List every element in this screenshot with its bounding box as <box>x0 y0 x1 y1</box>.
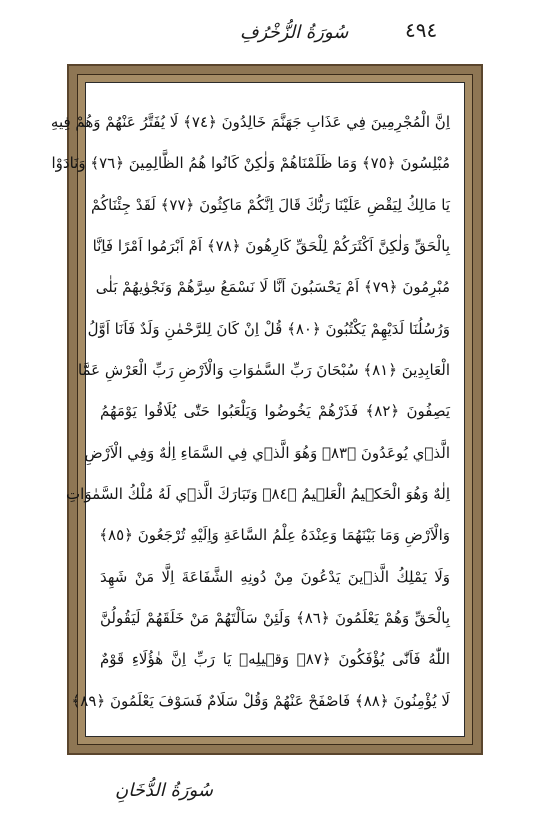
verse-line: يَا مَالِكُ لِيَقْضِ عَلَيْنَا رَبُّكَ قَالَ اِنَّكُمْ مَاكِثُونَ ﴿٧٧﴾ لَقَدْ جِئْنَاكُمْ <box>91 195 450 214</box>
verse-line: وَرُسُلُنَا لَدَيْهِمْ يَكْتُبُونَ ﴿٨٠﴾ قُلْ اِنْ كَانَ لِلرَّحْمٰنِ وَلَدٌ فَاَنَا اَوَّلُ <box>87 319 450 338</box>
verse-line: وَالْاَرْضِ وَمَا بَيْنَهُمَا وَعِنْدَهُ عِلْمُ السَّاعَةِ وَاِلَيْهِ تُرْجَعُونَ ﴿٨٥﴾ <box>99 526 450 545</box>
verse-line: لَا يُؤْمِنُونَ ﴿٨٨﴾ فَاصْفَحْ عَنْهُمْ وَقُلْ سَلَامٌ فَسَوْفَ يَعْلَمُونَ ﴿٨٩﴾ <box>71 691 450 710</box>
text-panel <box>50 82 465 737</box>
verse-line: وَلَا يَمْلِكُ الَّذٖينَ يَدْعُونَ مِنْ دُونِهِ الشَّفَاعَةَ اِلَّا مَنْ شَهِدَ <box>100 567 450 586</box>
verse-line: مُبْلِسُونَ ﴿٧٥﴾ وَمَا ظَلَمْنَاهُمْ وَلٰكِنْ كَانُوا هُمُ الظَّالِمِينَ ﴿٧٦﴾ وَنَادَوْا <box>51 154 450 173</box>
verse-line: مُبْرِمُونَ ﴿٧٩﴾ اَمْ يَحْسَبُونَ اَنَّا لَا نَسْمَعُ سِرَّهُمْ وَنَجْوٰيهُمْ بَلٰى <box>95 278 450 297</box>
verse-line: اللّٰهُ فَاَنّٰى يُؤْفَكُونَ ﴿٨٧﴾ وَقٖيلِهٖ يَا رَبِّ اِنَّ هٰؤُلَاءِ قَوْمٌ <box>100 650 451 669</box>
verse-line: الْعَابِدِينَ ﴿٨١﴾ سُبْحَانَ رَبِّ السَّمٰوَاتِ وَالْاَرْضِ رَبِّ الْعَرْشِ عَمَّا <box>77 361 450 380</box>
ornamental-frame <box>50 64 483 755</box>
verse-line: يَصِفُونَ ﴿٨٢﴾ فَذَرْهُمْ يَخُوضُوا وَيَلْعَبُوا حَتّٰى يُلَاقُوا يَوْمَهُمُ <box>100 402 450 421</box>
surah-title: سُورَةُ الزُّخْرُفِ <box>240 22 349 43</box>
verse-line: بِالْحَقِّ وَلٰكِنَّ اَكْثَرَكُمْ لِلْحَقِّ كَارِهُونَ ﴿٧٨﴾ اَمْ اَبْرَمُوا اَمْرًا فَاِنَّا <box>92 237 450 256</box>
verse-line: اِلٰهٌ وَهُوَ الْحَكٖيمُ الْعَلٖيمُ ﴿٨٤﴾ وَتَبَارَكَ الَّذٖي لَهُ مُلْكُ السَّمٰوَاتِ <box>66 485 450 504</box>
page-header <box>0 0 550 60</box>
verse-line: اِنَّ الْمُجْرِمِينَ فِي عَذَابِ جَهَنَّمَ خَالِدُونَ ﴿٧٤﴾ لَا يُفَتَّرُ عَنْهُمْ وَهُمْ فِيهِ <box>50 113 450 131</box>
page-number: ٤٩٤ <box>405 18 438 42</box>
verse-line: بِالْحَقِّ وَهُمْ يَعْلَمُونَ ﴿٨٦﴾ وَلَئِنْ سَاَلْتَهُمْ مَنْ خَلَقَهُمْ لَيَقُولُنَّ <box>100 609 450 628</box>
next-surah-title: سُورَةُ الدُّخَانِ <box>115 780 213 801</box>
verse-lines <box>50 109 464 714</box>
verse-line: الَّذٖي يُوعَدُونَ ﴿٨٣﴾ وَهُوَ الَّذٖي فِي السَّمَاءِ اِلٰهٌ وَفِي الْاَرْضِ <box>84 443 450 462</box>
